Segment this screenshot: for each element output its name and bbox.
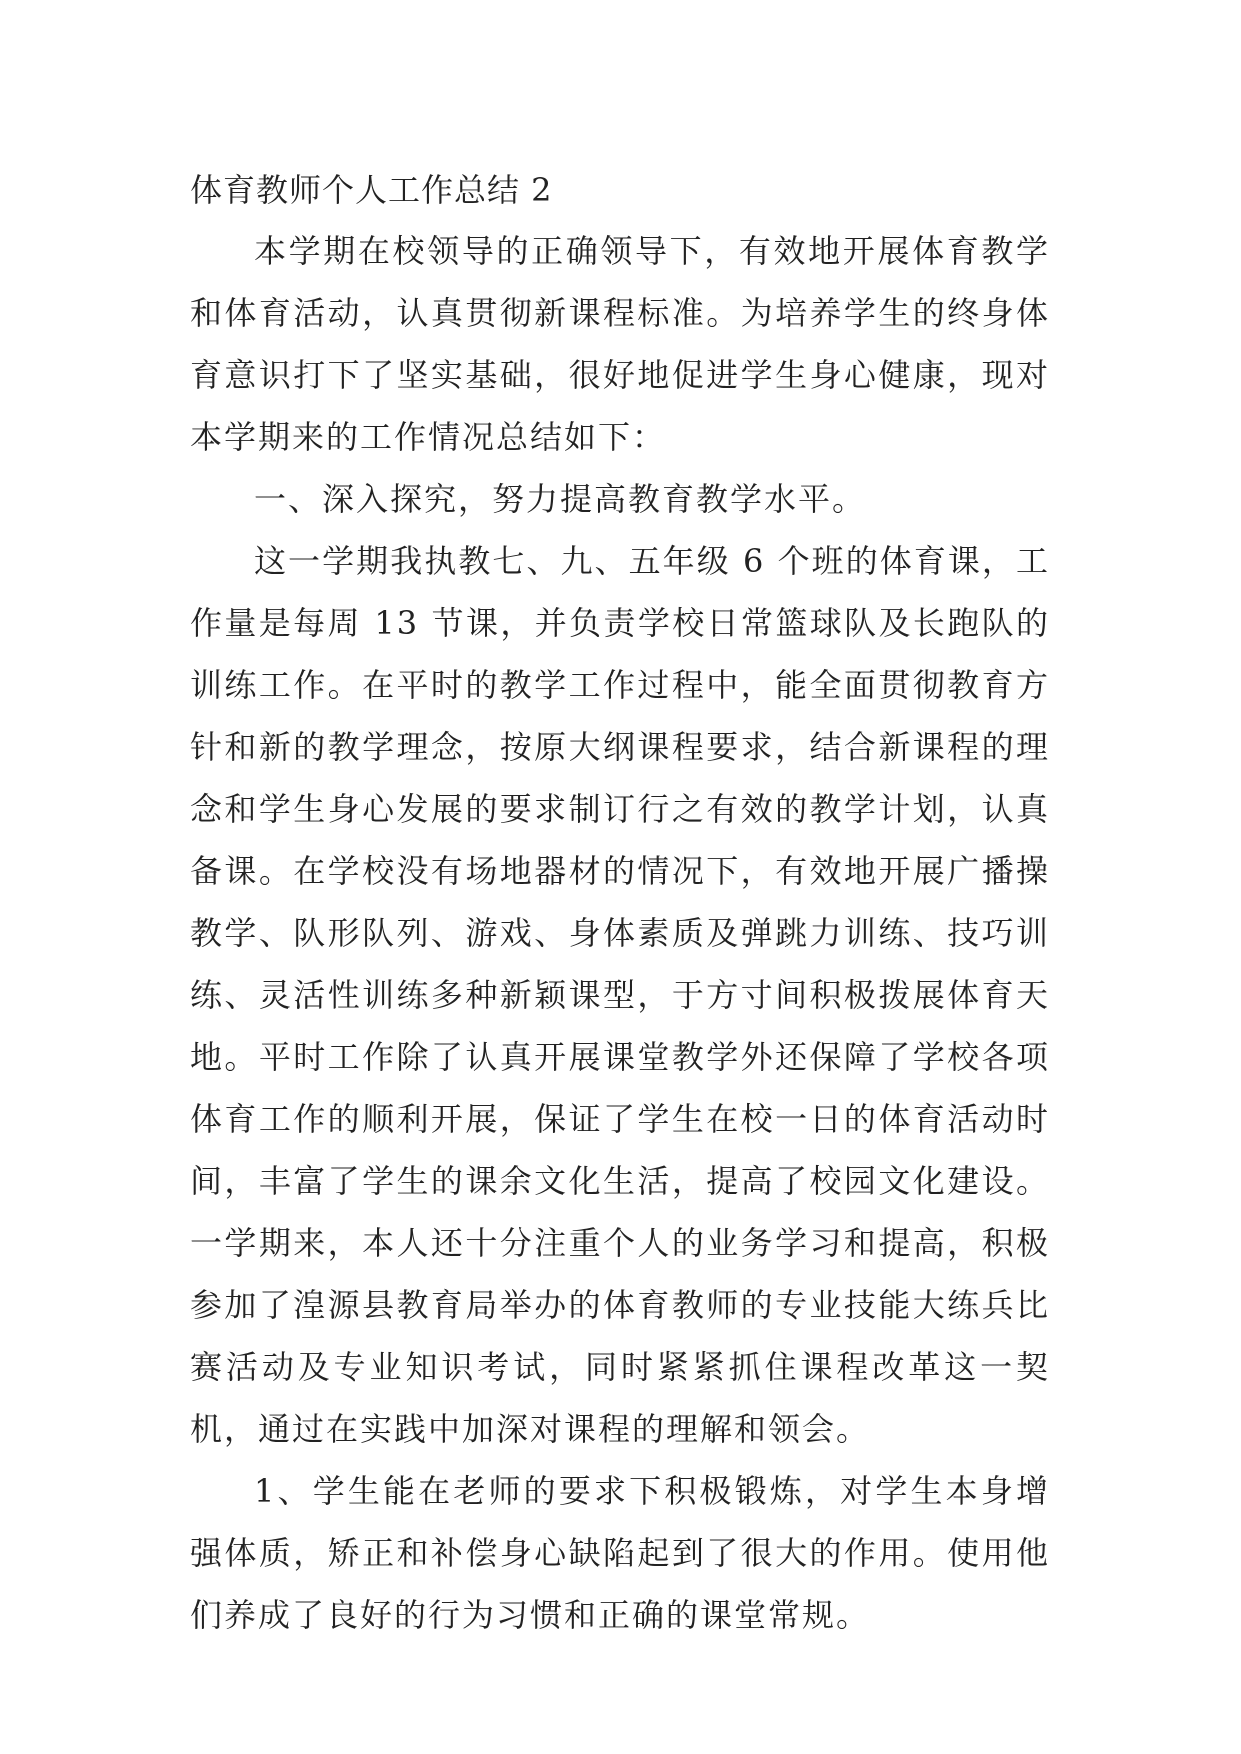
document-title: 体育教师个人工作总结 2 (190, 171, 553, 209)
paragraph-point-1: 1、学生能在老师的要求下积极锻炼，对学生本身增强体质，矫正和补偿身心缺陷起到了很大的作用。使用他们养成了良好的行为习惯和正确的课堂常规。 (190, 1472, 1050, 1634)
paragraph-intro: 本学期在校领导的正确领导下，有效地开展体育教学和体育活动，认真贯彻新课程标准。为培养学生的终身体育意识打下了坚实基础，很好地促进学生身心健康，现对本学期来的工作情况总结如下： (190, 232, 1050, 456)
paragraph-body: 这一学期我执教七、九、五年级 6 个班的体育课，工作量是每周 13 节课，并负责学校日常篮球队及长跑队的训练工作。在平时的教学工作过程中，能全面贯彻教育方针和新的教学理念，按原大纲课程要求，结合新课程的理念和学生身心发展的要求制订行之有效的教学计划，认真备课。在学校没有场地器材的情况下，有效地开展广播操教学、队形队列、游戏、身体素质及弹跳力训练、技巧训练、灵活性训练多种新颖课型，于方寸间积极拨展体育天地。平时工作除了认真开展课堂教学外还保障了学校各项体育工作的顺利开展，保证了学生在校一日的体育活动时间，丰富了学生的课余文化生活，提高了校园文化建设。一学期来，本人还十分注重个人的业务学习和提高，积极参加了湟源县教育局举办的体育教师的专业技能大练兵比赛活动及专业知识考试，同时紧紧抓住课程改革这一契机，通过在实践中加深对课程的理解和领会。 (190, 542, 1050, 1448)
document-body (190, 160, 1050, 1646)
section-heading-1: 一、深入探究，努力提高教育教学水平。 (254, 480, 867, 518)
